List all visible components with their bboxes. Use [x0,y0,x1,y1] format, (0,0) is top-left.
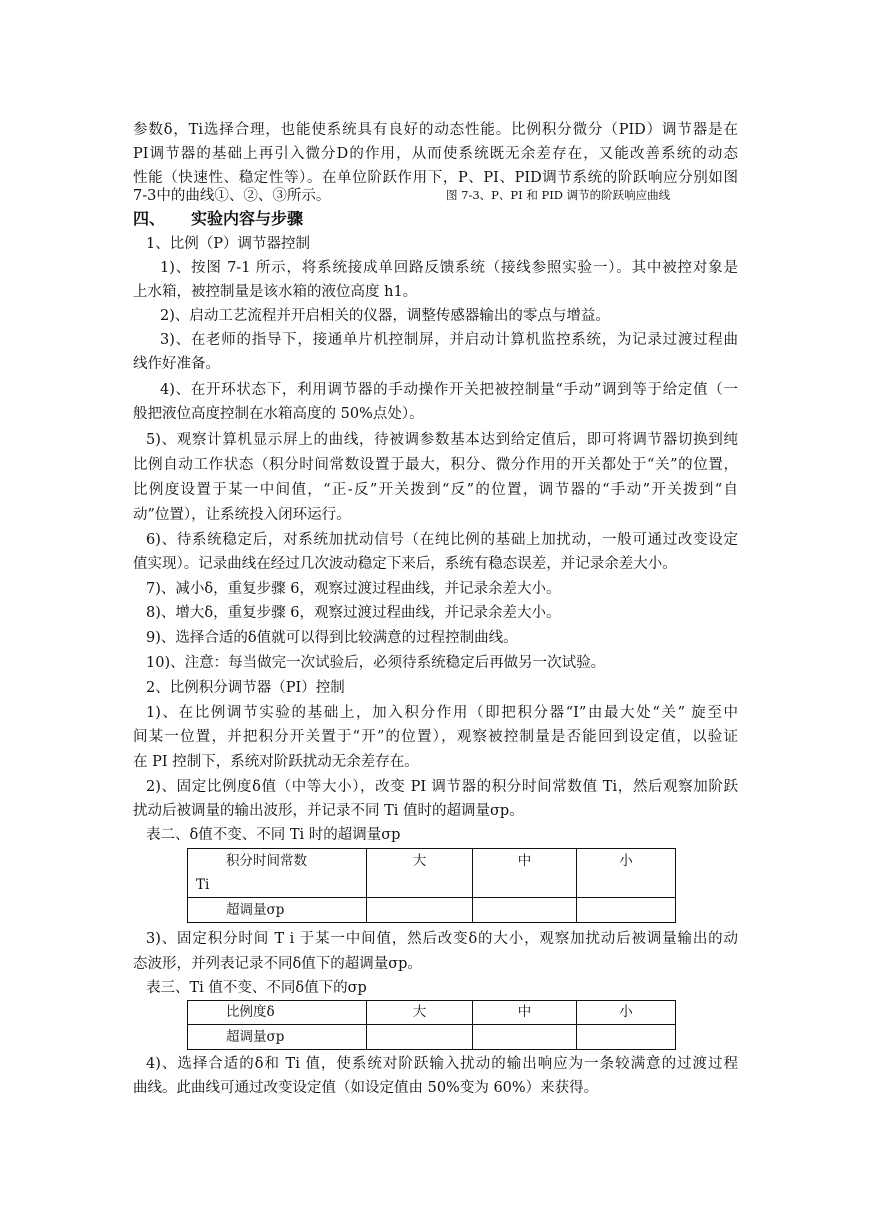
step-line: 线作好准备。 [133,356,220,372]
step-line: 5)、观察计算机显示屏上的曲线，待被调参数基本达到给定值后，即可将调节器切换到纯 [146,432,738,448]
table-cell [367,898,473,923]
figure-caption: 图 7-3、P、PI 和 PID 调节的阶跃响应曲线 [446,188,671,202]
table-caption: 表二、δ值不变、不同 Ti 时的超调量σp [146,827,401,843]
step-line: 间某一位置，并把积分开关置于“开”的位置），观察被控制量是否能回到设定值，以验证 [133,729,738,745]
step-line: 8)、增大δ，重复步骤 6，观察过渡过程曲线，并记录余差大小。 [146,605,561,621]
table-cell [577,1025,676,1050]
paragraph-line: 7-3中的曲线①、②、③所示。 [133,188,331,204]
section-title: 实验内容与步骤 [191,209,304,228]
subsection-title: 1、比例（P）调节器控制 [146,236,310,252]
step-line: 动”位置），让系统投入闭环运行。 [133,507,351,523]
table-header-cell: 小 [577,1001,676,1025]
table-header-cell: 中 [473,849,577,898]
step-line: 3)、在老师的指导下，接通单片机控制屏，并启动计算机监控系统，为记录过渡过程曲 [160,332,738,348]
step-line: 9)、选择合适的δ值就可以得到比较满意的过程控制曲线。 [146,630,518,646]
paragraph-line: PI调节器的基础上再引入微分D的作用，从而使系统既无余差存在，又能改善系统的动态 [133,146,738,162]
table-three [187,1000,676,1050]
row-label: 积分时间常数 [226,853,307,869]
row-label: Ti [196,877,210,893]
row-label: 比例度δ [188,1001,367,1025]
step-line: 扰动后被调量的输出波形，并记录不同 Ti 值时的超调量σp。 [133,803,524,819]
step-line: 值实现）。记录曲线在经过几次波动稳定下来后，系统有稳态误差，并记录余差大小。 [133,556,677,572]
paragraph-line: 性能（快速性、稳定性等）。在单位阶跃作用下，P、PI、PID调节系统的阶跃响应分别如图 [133,170,738,186]
table-header-cell: 中 [473,1001,577,1025]
step-line: 2)、固定比例度δ值（中等大小），改变 PI 调节器的积分时间常数值 Ti，然后观察加阶跃 [146,779,738,795]
step-line: 曲线。此曲线可通过改变设定值（如设定值由 50%变为 60%）来获得。 [133,1080,599,1096]
step-line: 在 PI 控制下，系统对阶跃扰动无余差存在。 [133,754,419,770]
step-line: 1)、按图 7-1 所示，将系统接成单回路反馈系统（接线参照实验一）。其中被控对象是 [160,260,738,276]
row-label: 超调量σp [188,898,367,923]
step-line: 4)、选择合适的δ和 Ti 值，使系统对阶跃输入扰动的输出响应为一条较满意的过渡过程 [146,1056,738,1072]
step-line: 态波形，并列表记录不同δ值下的超调量σp。 [133,956,422,972]
table-header-cell: 大 [367,1001,473,1025]
table-cell [577,898,676,923]
table-cell [367,1025,473,1050]
paragraph-line: 参数δ，Ti选择合理，也能使系统具有良好的动态性能。比例积分微分（PID）调节器是在 [133,122,738,138]
section-number: 四、 [133,209,166,228]
table-caption: 表三、Ti 值不变、不同δ值下的σp [146,980,367,996]
table-cell [473,898,577,923]
step-line: 3)、固定积分时间 T i 于某一中间值，然后改变δ的大小，观察加扰动后被调量输出的动 [146,931,738,947]
step-line: 6)、待系统稳定后，对系统加扰动信号（在纯比例的基础上加扰动，一般可通过改变设定 [146,532,738,548]
step-line: 10)、注意：每当做完一次试验后，必须待系统稳定后再做另一次试验。 [146,655,606,671]
step-line: 7)、减小δ，重复步骤 6，观察过渡过程曲线，并记录余差大小。 [146,581,561,597]
table-two [187,848,676,923]
step-line: 般把液位高度控制在水箱高度的 50%点处）。 [133,406,424,422]
table-header-cell: 小 [577,849,676,898]
subsection-title: 2、比例积分调节器（PI）控制 [146,680,345,696]
table-header-cell: 大 [367,849,473,898]
table-row [188,898,676,923]
step-line: 上水箱，被控制量是该水箱的液位高度 h1。 [133,284,418,300]
table-row [188,1001,676,1025]
step-line: 2)、启动工艺流程并开启相关的仪器，调整传感器输出的零点与增益。 [160,308,610,324]
step-line: 4)、在开环状态下，利用调节器的手动操作开关把被控制量“手动”调到等于给定值（一 [160,382,738,398]
section-heading [133,206,303,232]
row-label: 超调量σp [188,1025,367,1050]
step-line: 比例度设置于某一中间值，“正-反”开关拨到“反”的位置，调节器的“手动”开关拨到“自 [133,482,738,498]
table-row [188,849,676,898]
table-cell [188,849,367,898]
step-line: 1)、在比例调节实验的基础上，加入积分作用（即把积分器“I”由最大处“关” 旋至中 [146,705,738,721]
step-line: 比例自动工作状态（积分时间常数设置于最大，积分、微分作用的开关都处于“关”的位置， [133,457,738,473]
table-cell [473,1025,577,1050]
table-row [188,1025,676,1050]
